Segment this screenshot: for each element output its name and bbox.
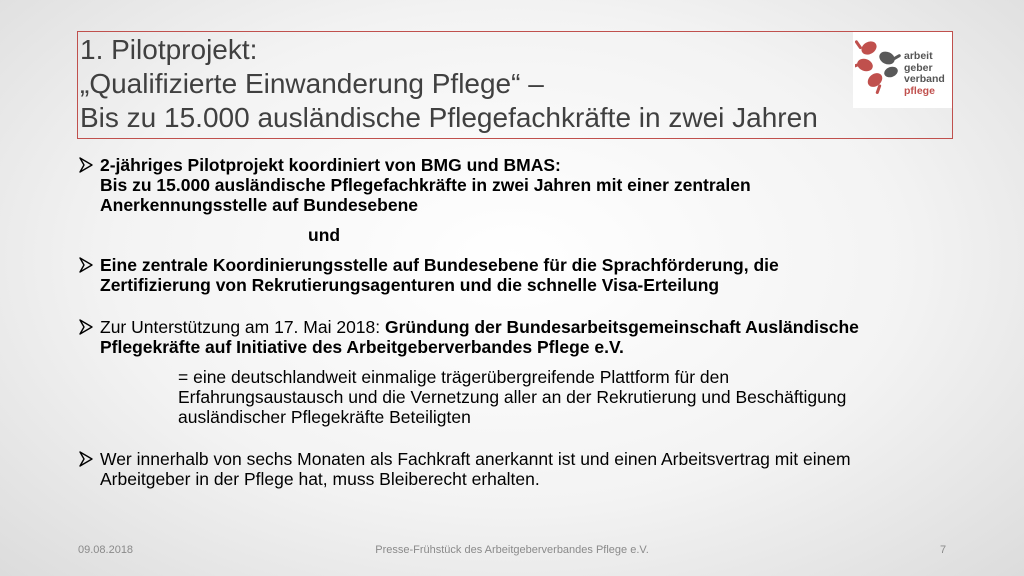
bullet-text: Eine zentrale Koordinierungsstelle auf Bundesebene für die Sprachförderung, die: [100, 255, 779, 275]
title-line: 1. Pilotprojekt:: [80, 34, 258, 65]
title-line: Bis zu 15.000 ausländische Pflegefachkräfte in zwei Jahren: [80, 102, 818, 133]
bullet-item: [78, 155, 978, 215]
slide-body: [78, 155, 978, 489]
bullet-item: [78, 449, 978, 489]
definition-text: Erfahrungsaustausch und die Vernetzung aller an der Rekrutierung und Beschäftigung: [178, 387, 847, 407]
bullet-item: [78, 317, 978, 427]
bullet-text-bold: Pflegekräfte auf Initiative des Arbeitgeberverbandes Pflege e.V.: [100, 337, 624, 357]
connector-text: und: [308, 225, 341, 245]
logo-wordmark: [904, 51, 945, 97]
logo-word: verband: [904, 73, 945, 85]
bullet-text: Zur Unterstützung am 17. Mai 2018:: [100, 317, 385, 337]
title-line: „Qualifizierte Einwanderung Pflege“ –: [80, 68, 544, 99]
organization-logo: [853, 32, 952, 108]
arrow-bullet-icon: [78, 157, 94, 173]
bullet-text: Arbeitgeber in der Pflege hat, muss Bleiberecht erhalten.: [100, 469, 540, 489]
definition-text: = eine deutschlandweit einmalige trägerübergreifende Plattform für den: [178, 367, 730, 387]
logo-word-accent: pflege: [904, 84, 935, 97]
logo-word: geber: [904, 61, 933, 74]
bullet-text: Zertifizierung von Rekrutierungsagenturen und die schnelle Visa-Erteilung: [100, 275, 720, 295]
bullet-text-bold: Gründung der Bundesarbeitsgemeinschaft Ausländische: [385, 317, 859, 337]
footer-date: 09.08.2018: [78, 544, 134, 556]
bullet-text: 2-jähriges Pilotprojekt koordiniert von BMG und BMAS:: [100, 155, 561, 175]
footer-title: Presse-Frühstück des Arbeitgeberverbandes Pflege e.V.: [375, 544, 649, 556]
bullet-item: [78, 255, 978, 295]
hands-logo-icon: [855, 38, 905, 102]
slide-title: [80, 33, 840, 135]
logo-word: arbeit: [904, 50, 933, 62]
bullet-text: Anerkennungsstelle auf Bundesebene: [100, 195, 418, 215]
arrow-bullet-icon: [78, 257, 94, 273]
page-number: 7: [940, 544, 947, 556]
bullet-text: Bis zu 15.000 ausländische Pflegefachkräfte in zwei Jahren mit einer zentralen: [100, 175, 751, 195]
bullet-text: Wer innerhalb von sechs Monaten als Fachkraft anerkannt ist und einen Arbeitsvertrag mit einem: [100, 449, 851, 469]
arrow-bullet-icon: [78, 319, 94, 335]
arrow-bullet-icon: [78, 451, 94, 467]
definition-text: ausländischer Pflegekräfte Beteiligten: [178, 407, 471, 427]
